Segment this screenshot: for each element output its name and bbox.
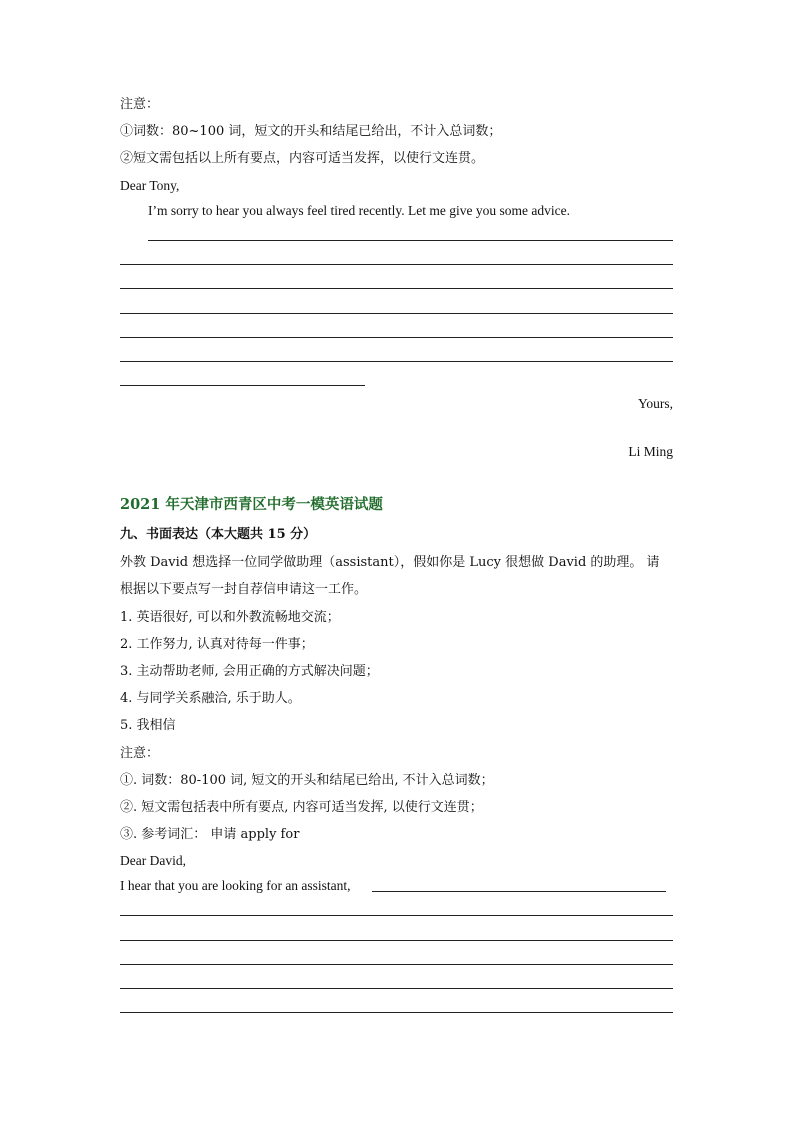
writing-line[interactable]	[120, 915, 673, 916]
writing-line[interactable]	[120, 964, 673, 965]
note-item: ③. 参考词汇： 申请 apply for	[120, 827, 300, 842]
letter-greeting-2: Dear David,	[120, 853, 186, 868]
letter-closing: Yours,	[637, 396, 673, 411]
exam-title: 2021 年天津市西青区中考一模英语试题	[120, 496, 383, 513]
writing-line[interactable]	[148, 240, 673, 241]
writing-line[interactable]	[120, 288, 673, 289]
writing-line[interactable]	[372, 891, 666, 892]
note-item: ①. 词数：80-100 词, 短文的开头和结尾已给出, 不计入总词数；	[120, 773, 494, 788]
writing-line[interactable]	[120, 264, 673, 265]
point-item: 3. 主动帮助老师, 会用正确的方式解决问题；	[120, 664, 379, 679]
point-item: 5. 我相信	[120, 718, 176, 733]
letter-opening: I’m sorry to hear you always feel tired recently. Let me give you some advice.	[148, 203, 570, 218]
writing-line[interactable]	[120, 361, 673, 362]
letter-opening-2: I hear that you are looking for an assistant,	[120, 878, 351, 893]
rule-2: ②短文需包括以上所有要点，内容可适当发挥，以使行文连贯。	[120, 151, 485, 166]
writing-line[interactable]	[120, 940, 673, 941]
point-item: 2. 工作努力, 认真对待每一件事；	[120, 637, 314, 652]
writing-line[interactable]	[120, 1012, 673, 1013]
intro-line-2: 根据以下要点写一封自荐信申请这一工作。	[120, 582, 368, 597]
intro-line-1: 外教 David 想选择一位同学做助理（assistant），假如你是 Lucy 很想做 David 的助理。 请	[120, 555, 660, 570]
writing-line[interactable]	[120, 337, 673, 338]
part-heading: 九、书面表达（本大题共 15 分）	[120, 527, 317, 542]
point-item: 4. 与同学关系融洽, 乐于助人。	[120, 691, 301, 706]
writing-line[interactable]	[120, 385, 365, 386]
letter-signature: Li Ming	[628, 444, 673, 459]
letter-greeting: Dear Tony,	[120, 178, 180, 193]
note-heading-2: 注意：	[120, 746, 160, 761]
note-item: ②. 短文需包括表中所有要点, 内容可适当发挥, 以使行文连贯；	[120, 800, 483, 815]
rule-1: ①词数：80~100 词，短文的开头和结尾已给出，不计入总词数；	[120, 124, 502, 139]
writing-line[interactable]	[120, 313, 673, 314]
point-item: 1. 英语很好, 可以和外教流畅地交流；	[120, 610, 340, 625]
writing-line[interactable]	[120, 988, 673, 989]
note-heading: 注意：	[120, 97, 160, 112]
